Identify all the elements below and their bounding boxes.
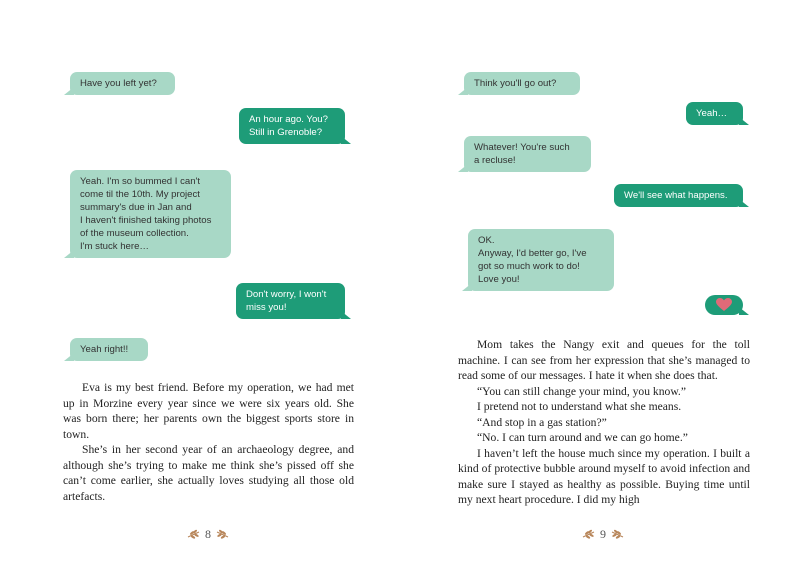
page-number: 8	[205, 526, 211, 541]
message-line: Yeah…	[696, 108, 728, 119]
body-text	[458, 337, 750, 508]
message-line: We'll see what happens.	[624, 190, 728, 201]
page-folio	[573, 524, 633, 544]
message-line: miss you!	[246, 302, 287, 313]
message-bubble	[686, 102, 743, 125]
message-line: Think you'll go out?	[474, 78, 557, 89]
paragraph: Mom takes the Nangy exit and queues for the toll machine. I can see from her expression that she’s managed to read some of our messages. I hate it when she does that.	[458, 338, 750, 382]
message-line: got so much work to do!	[478, 261, 580, 272]
message-line: Love you!	[478, 274, 520, 285]
sprig-right-icon	[215, 529, 229, 539]
message-line: come til the 10th. My project	[80, 189, 200, 200]
message-line: Yeah. I'm so bummed I can't	[80, 176, 201, 187]
page-folio	[178, 524, 238, 544]
message-bubble	[468, 229, 614, 291]
message-line: OK.	[478, 235, 495, 246]
message-bubble	[70, 72, 175, 95]
paragraph: I pretend not to understand what she means.	[477, 400, 682, 413]
paragraph: She’s in her second year of an archaeology degree, and although she’s trying to make me think she’s pissed off she can’t come earlier, she actually loves studying all those old artefacts.	[63, 443, 354, 503]
body-text	[63, 380, 354, 504]
message-line: Anyway, I'd better go, I've	[478, 248, 587, 259]
paragraph: I haven’t left the house much since my operation. I built a kind of protective bubble around myself to avoid infection and make sure I stayed as healthy as possible. Buying time until my next heart procedure. I did my high	[458, 446, 750, 506]
paragraph: “And stop in a gas station?”	[477, 415, 607, 429]
paragraph: “You can still change your mind, you know.”	[477, 384, 686, 398]
sprig-left-icon	[582, 529, 596, 539]
message-line: Still in Grenoble?	[249, 127, 323, 138]
message-line: Whatever! You're such	[474, 142, 570, 153]
message-line: An hour ago. You?	[249, 114, 328, 125]
heart-icon	[716, 298, 732, 312]
message-line: Don't worry, I won't	[246, 289, 327, 300]
sprig-left-icon	[187, 529, 201, 539]
message-line: of the museum collection.	[80, 228, 189, 239]
message-bubble	[464, 72, 580, 95]
message-bubble	[70, 338, 148, 361]
message-line: I'm stuck here…	[80, 241, 150, 252]
page-number: 9	[600, 526, 606, 541]
message-bubble	[70, 170, 231, 258]
message-line: a recluse!	[474, 155, 516, 166]
right-page	[405, 0, 810, 572]
message-bubble	[705, 295, 743, 315]
paragraph: Eva is my best friend. Before my operation, we had met up in Morzine every year since we were six years old. She was born there; her parents own the biggest sports store in town.	[63, 381, 354, 441]
message-line: I haven't finished taking photos	[80, 215, 212, 226]
message-bubble	[236, 283, 345, 319]
message-line: Have you left yet?	[80, 78, 157, 89]
paragraph: “No. I can turn around and we can go home.”	[477, 431, 688, 444]
message-bubble	[239, 108, 345, 144]
message-line: Yeah right!!	[80, 344, 129, 355]
message-bubble	[464, 136, 591, 172]
message-line: summary's due in Jan and	[80, 202, 192, 213]
message-bubble	[614, 184, 743, 207]
sprig-right-icon	[610, 529, 624, 539]
